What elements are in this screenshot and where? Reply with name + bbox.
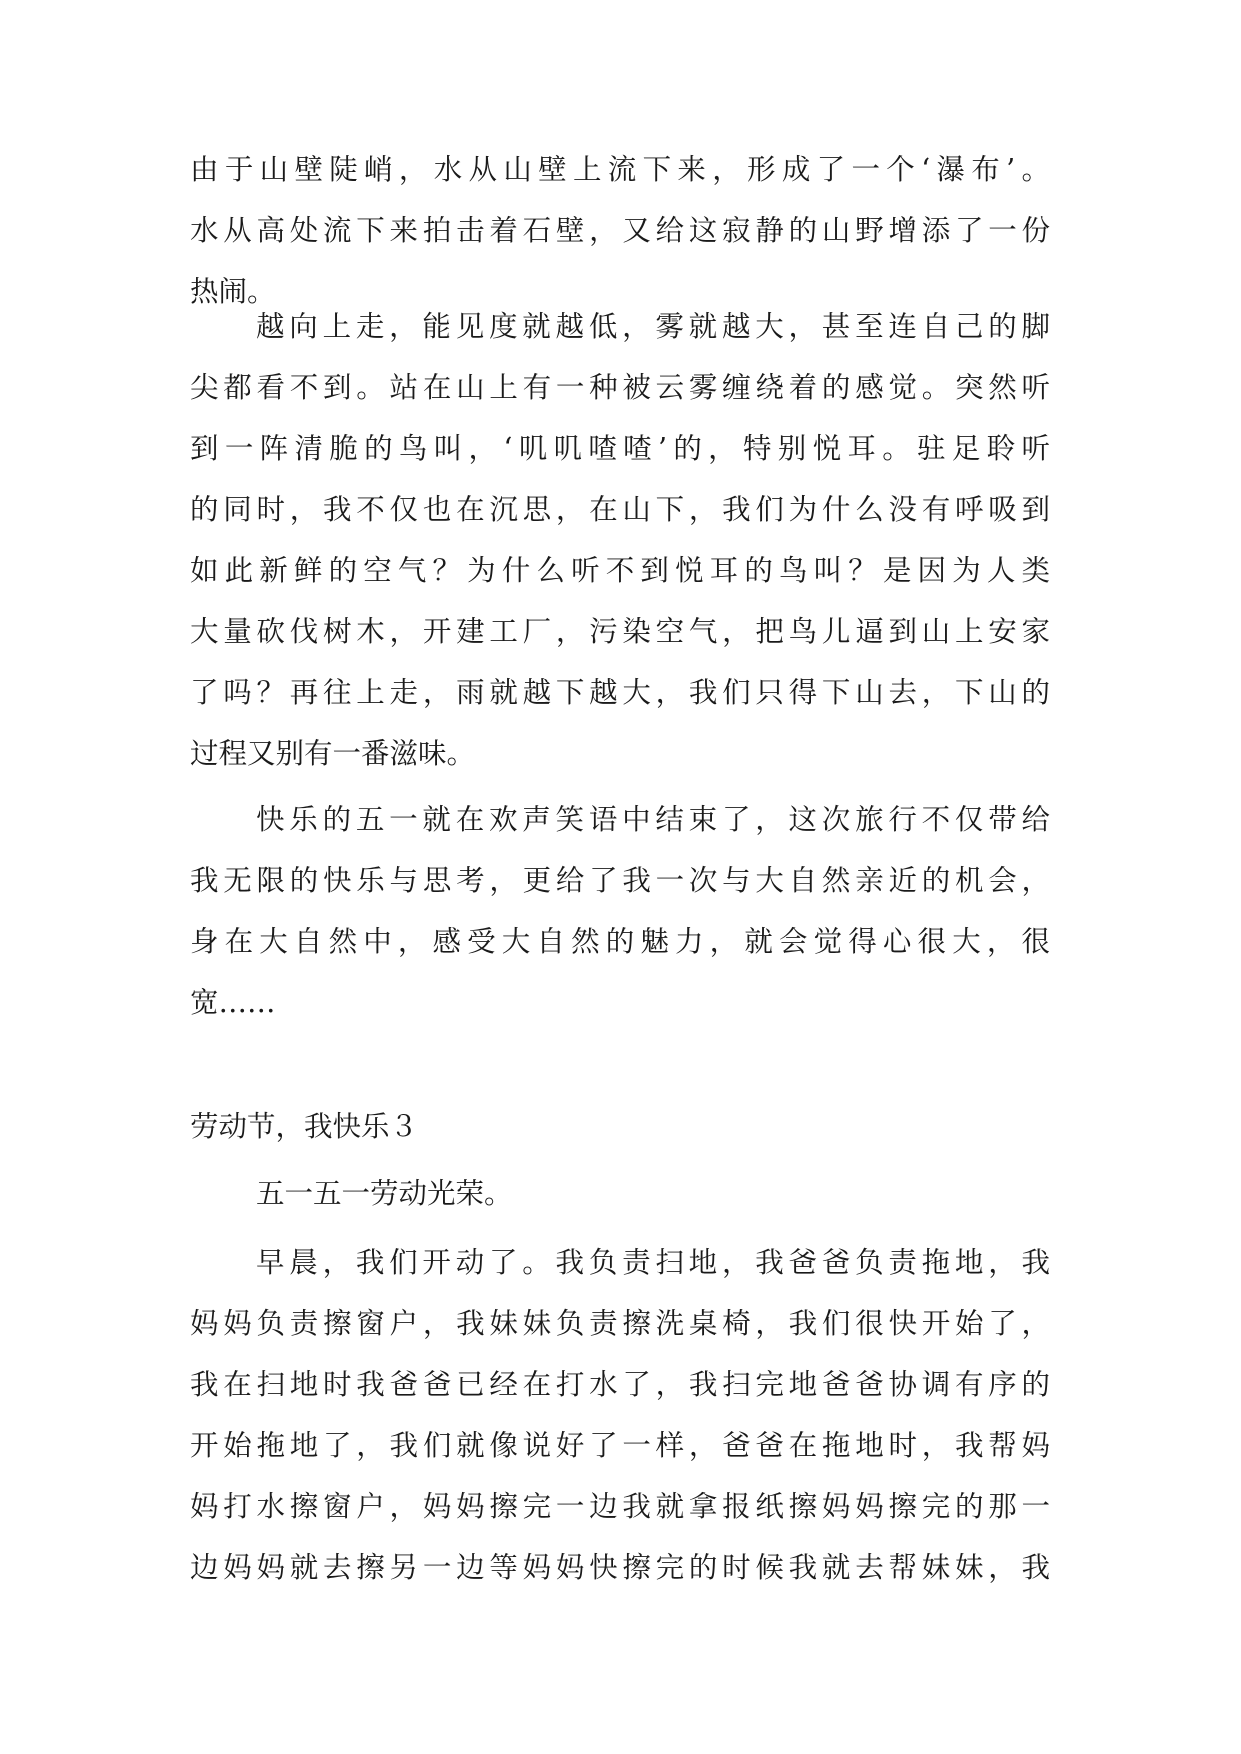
text-line: 越向上走，能见度就越低，雾就越大，甚至连自己的脚 xyxy=(256,310,1050,343)
text-line: 的同时，我不仅也在沉思，在山下，我们为什么没有呼吸到 xyxy=(190,493,1050,526)
paragraph-conclusion xyxy=(190,789,1050,1033)
paragraph-mist xyxy=(190,296,1050,784)
section-heading: 劳动节，我快乐３ xyxy=(190,1110,419,1143)
text-line: 了吗？再往上走，雨就越下越大，我们只得下山去，下山的 xyxy=(190,676,1050,709)
text-line: 过程又别有一番滋味。 xyxy=(190,737,476,770)
text-line: 五一五一劳动光荣。 xyxy=(256,1177,513,1210)
text-line: 尖都看不到。站在山上有一种被云雾缠绕着的感觉。突然听 xyxy=(190,371,1050,404)
text-line: 我在扫地时我爸爸已经在打水了，我扫完地爸爸协调有序的 xyxy=(190,1368,1050,1401)
text-line: 热闹。 xyxy=(190,275,276,308)
paragraph-slogan xyxy=(190,1163,1050,1224)
text-line: 到一阵清脆的鸟叫，‘叽叽喳喳’的，特别悦耳。驻足聆听 xyxy=(190,432,1050,465)
paragraph-chores xyxy=(190,1232,1050,1598)
text-line: 快乐的五一就在欢声笑语中结束了，这次旅行不仅带给 xyxy=(256,803,1050,836)
text-line: 大量砍伐树木，开建工厂，污染空气，把鸟儿逼到山上安家 xyxy=(190,615,1050,648)
text-line: 开始拖地了，我们就像说好了一样，爸爸在拖地时，我帮妈 xyxy=(190,1429,1050,1462)
text-line: 我无限的快乐与思考，更给了我一次与大自然亲近的机会， xyxy=(190,864,1050,897)
text-line: 如此新鲜的空气？为什么听不到悦耳的鸟叫？是因为人类 xyxy=(190,554,1050,587)
text-line: 宽…… xyxy=(190,986,276,1019)
text-line: 水从高处流下来拍击着石壁，又给这寂静的山野增添了一份 xyxy=(190,214,1050,247)
text-line: 边妈妈就去擦另一边等妈妈快擦完的时候我就去帮妹妹，我 xyxy=(190,1551,1050,1584)
text-line: 由于山壁陡峭，水从山壁上流下来，形成了一个‘瀑布’。 xyxy=(190,153,1050,186)
text-line: 早晨，我们开动了。我负责扫地，我爸爸负责拖地，我 xyxy=(256,1246,1050,1279)
text-line: 身在大自然中，感受大自然的魅力，就会觉得心很大，很 xyxy=(190,925,1050,958)
paragraph-waterfall xyxy=(190,139,1050,322)
text-line: 妈妈负责擦窗户，我妹妹负责擦洗桌椅，我们很快开始了， xyxy=(190,1307,1050,1340)
text-line: 妈打水擦窗户，妈妈擦完一边我就拿报纸擦妈妈擦完的那一 xyxy=(190,1490,1050,1523)
